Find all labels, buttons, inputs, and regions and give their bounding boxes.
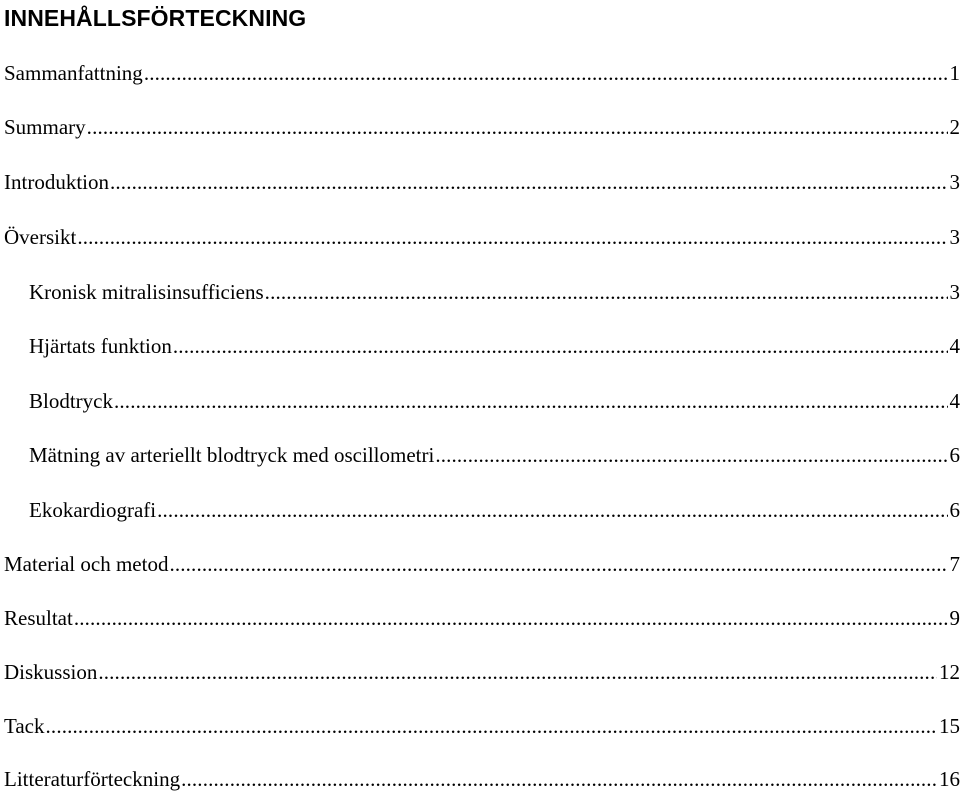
toc-entry-label: Resultat: [4, 606, 73, 630]
toc-entry-oversikt[interactable]: [4, 222, 960, 252]
toc-dot-leader: [264, 277, 948, 307]
toc-entry-introduktion[interactable]: [4, 167, 960, 197]
toc-dot-leader: [143, 58, 948, 88]
toc-dot-leader: [172, 331, 948, 361]
toc-dot-leader: [45, 711, 937, 741]
toc-dot-leader: [180, 764, 937, 794]
toc-entry-summary[interactable]: [4, 112, 960, 142]
toc-page-number: 7: [949, 552, 960, 576]
toc-dot-leader: [73, 603, 948, 633]
toc-dot-leader: [109, 167, 948, 197]
toc-entry-ekokardiografi[interactable]: [29, 495, 960, 525]
toc-entry-label: Ekokardiografi: [29, 498, 157, 522]
toc-page-number: 15: [939, 714, 960, 738]
toc-entry-label: Mätning av arteriellt blodtryck med oscillometri: [29, 443, 435, 467]
toc-page-number: 6: [949, 498, 960, 522]
toc-dot-leader: [86, 112, 948, 142]
toc-entry-matning-av-arteriellt-blodtryck[interactable]: [29, 440, 960, 470]
toc-entry-label: Introduktion: [4, 170, 109, 194]
toc-page-number: 9: [949, 606, 960, 630]
toc-page-number: 3: [949, 225, 960, 249]
toc-page-number: 2: [949, 115, 960, 139]
toc-page-number: 3: [949, 280, 960, 304]
toc-entry-litteraturforteckning[interactable]: [4, 764, 960, 794]
toc-page-number: 3: [949, 170, 960, 194]
toc-dot-leader: [113, 386, 948, 416]
toc-dot-leader: [76, 222, 947, 252]
toc-page-number: 4: [949, 389, 960, 413]
toc-entry-tack[interactable]: [4, 711, 960, 741]
toc-entry-kronisk-mitralisinsufficiens[interactable]: [29, 277, 960, 307]
toc-entry-blodtryck[interactable]: [29, 386, 960, 416]
toc-entry-label: Tack: [4, 714, 45, 738]
toc-entry-label: Material och metod: [4, 552, 169, 576]
toc-dot-leader: [97, 657, 937, 687]
toc-entry-label: Litteraturförteckning: [4, 767, 181, 791]
toc-entry-hjartats-funktion[interactable]: [29, 331, 960, 361]
toc-dot-leader: [156, 495, 947, 525]
toc-entry-material-och-metod[interactable]: [4, 549, 960, 579]
toc-entry-label: Översikt: [4, 225, 77, 249]
toc-page-number: 4: [949, 334, 960, 358]
toc-page-number: 1: [949, 61, 960, 85]
toc-entry-label: Summary: [4, 115, 86, 139]
toc-dot-leader: [168, 549, 947, 579]
toc-page-number: 12: [939, 660, 960, 684]
page-title: INNEHÅLLSFÖRTECKNING: [4, 5, 307, 31]
toc-page-number: 6: [949, 443, 960, 467]
toc-entry-label: Blodtryck: [29, 389, 113, 413]
toc-dot-leader: [434, 440, 947, 470]
toc-page-number: 16: [939, 767, 960, 791]
toc-entry-diskussion[interactable]: [4, 657, 960, 687]
toc-entry-label: Kronisk mitralisinsufficiens: [29, 280, 264, 304]
toc-entry-label: Diskussion: [4, 660, 98, 684]
toc-entry-label: Hjärtats funktion: [29, 334, 172, 358]
toc-entry-sammanfattning[interactable]: [4, 58, 960, 88]
toc-entry-label: Sammanfattning: [4, 61, 143, 85]
toc-entry-resultat[interactable]: [4, 603, 960, 633]
